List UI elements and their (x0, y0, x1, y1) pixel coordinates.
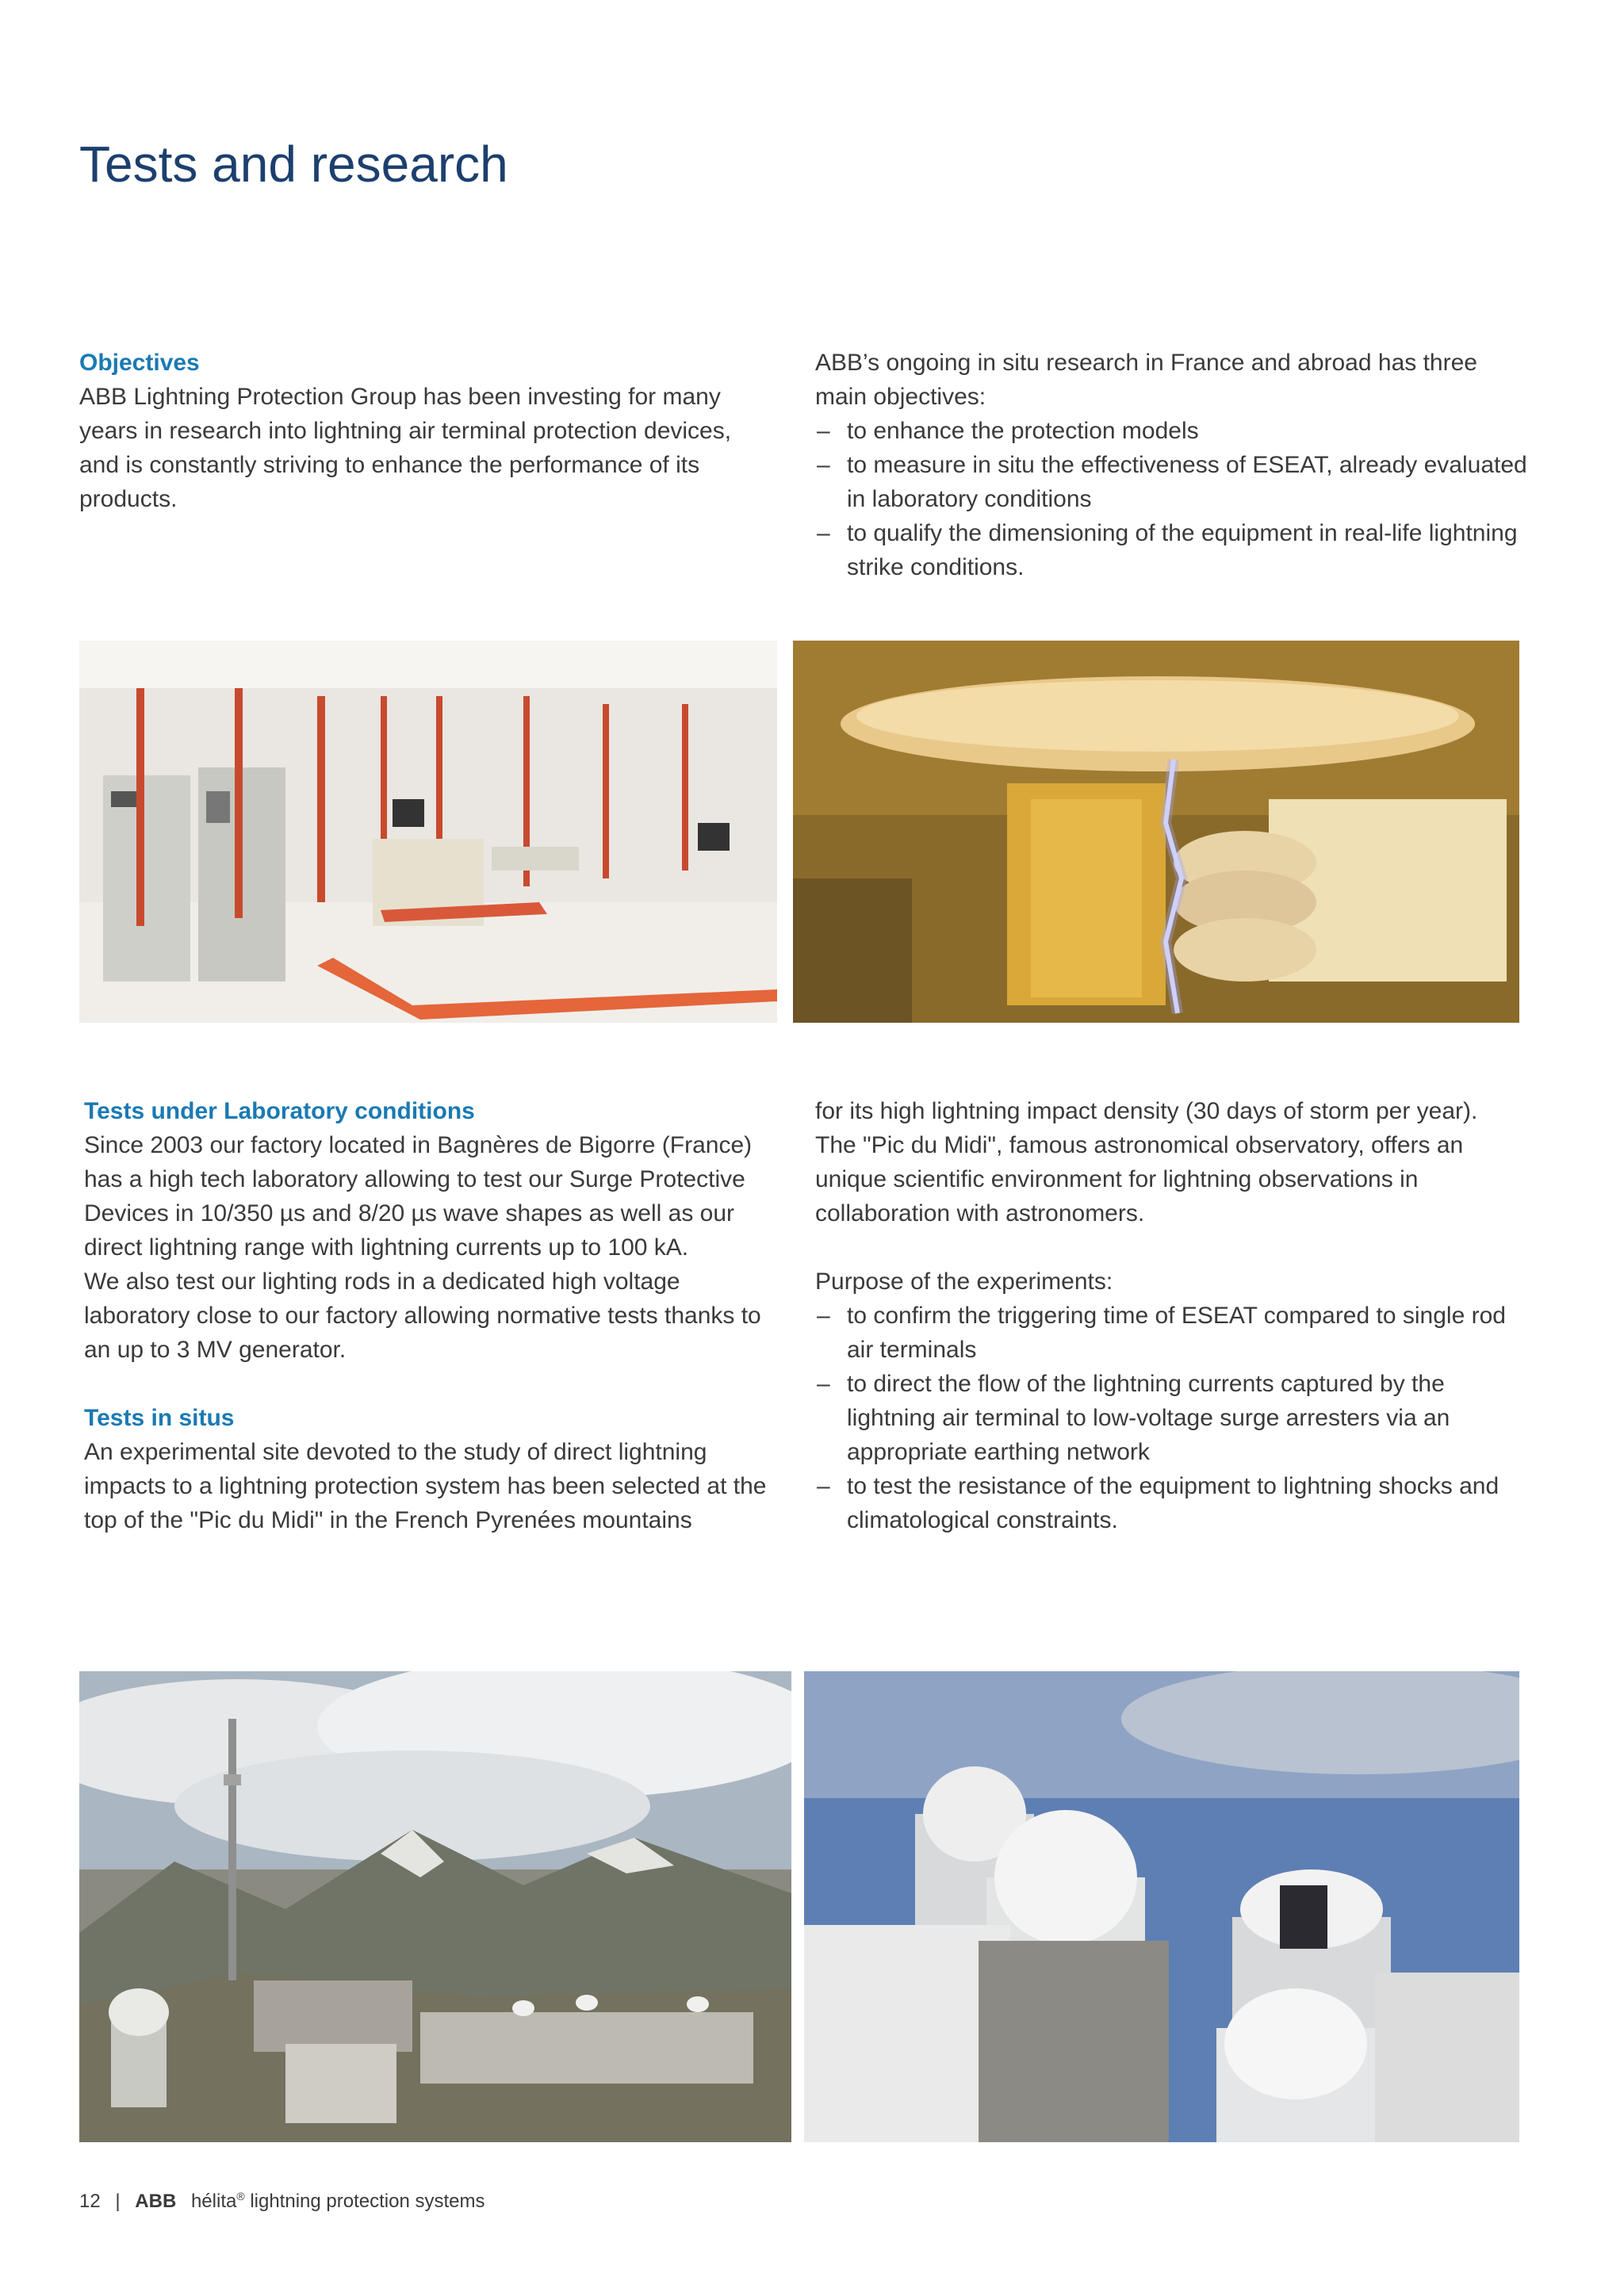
list-item: – to qualify the dimensioning of the equipment in real-life lightning strike conditions. (815, 516, 1529, 584)
purpose-intro: Purpose of the experiments: (815, 1269, 1113, 1295)
list-item: – to test the resistance of the equipment to lightning shocks and climatological constraints. (815, 1469, 1529, 1537)
research-list (815, 414, 1529, 584)
situ-continued-section (815, 1094, 1529, 1537)
lab-tests-para-2: We also test our lighting rods in a dedicated high voltage laboratory close to our factory allowing normative tests thanks to an up to 3 MV generator. (84, 1269, 761, 1363)
registered-mark: ® (236, 2190, 245, 2202)
objectives-body: ABB Lightning Protection Group has been investing for many years in research into lightning air terminal protection devices, and is constantly striving to enhance the performance of its products. (79, 384, 732, 512)
situ-tests-para-2: The "Pic du Midi", famous astronomical observatory, offers an unique scientific environment for lightning observations in collaboration with astronomers. (815, 1132, 1464, 1226)
list-item: – to confirm the triggering time of ESEAT compared to single rod air terminals (815, 1299, 1529, 1367)
page-number: 12 (79, 2191, 101, 2212)
objectives-section (79, 346, 777, 516)
list-item: – to enhance the protection models (815, 414, 1529, 448)
research-intro: ABB’s ongoing in situ research in France and abroad has three main objectives: (815, 350, 1477, 410)
page-title: Tests and research (79, 136, 508, 193)
list-item: – to direct the flow of the lightning currents captured by the lightning air terminal to low-voltage surge arresters via an appropriate earthing network (815, 1367, 1529, 1469)
situ-tests-para-1-cont: for its high lightning impact density (30 days of storm per year). (815, 1098, 1478, 1124)
situ-tests-para-1: An experimental site devoted to the study of direct lightning impacts to a lightning protection system has been selected at the top of the "Pic du Midi" in the French Pyrenées mountains (84, 1439, 767, 1533)
lab-tests-para-1: Since 2003 our factory located in Bagnères de Bigorre (France) has a high tech laboratory allowing to test our Surge Protective Devices in 10/350 µs and 8/20 µs wave shapes as well as our direct lightning range with lightning currents up to 100 kA. (84, 1132, 753, 1261)
footer-tagline: lightning protection systems (244, 2191, 485, 2212)
observatory-domes-photo (804, 1671, 1519, 2142)
lab-tests-section (84, 1094, 790, 1537)
control-room-photo (79, 641, 777, 1023)
purpose-list (815, 1299, 1529, 1537)
research-section (815, 346, 1529, 584)
footer-separator: | (115, 2191, 121, 2212)
footer-brand: ABB (135, 2191, 177, 2212)
lab-tests-heading: Tests under Laboratory conditions (84, 1098, 475, 1124)
list-item: – to measure in situ the effectiveness of ESEAT, already evaluated in laboratory conditions (815, 448, 1529, 516)
pic-du-midi-aerial-photo (79, 1671, 791, 2142)
footer-product: hélita (190, 2191, 237, 2212)
situ-tests-heading: Tests in situs (84, 1405, 235, 1431)
objectives-heading: Objectives (79, 350, 200, 376)
high-voltage-lab-photo (793, 641, 1519, 1023)
page-footer (79, 2190, 485, 2213)
